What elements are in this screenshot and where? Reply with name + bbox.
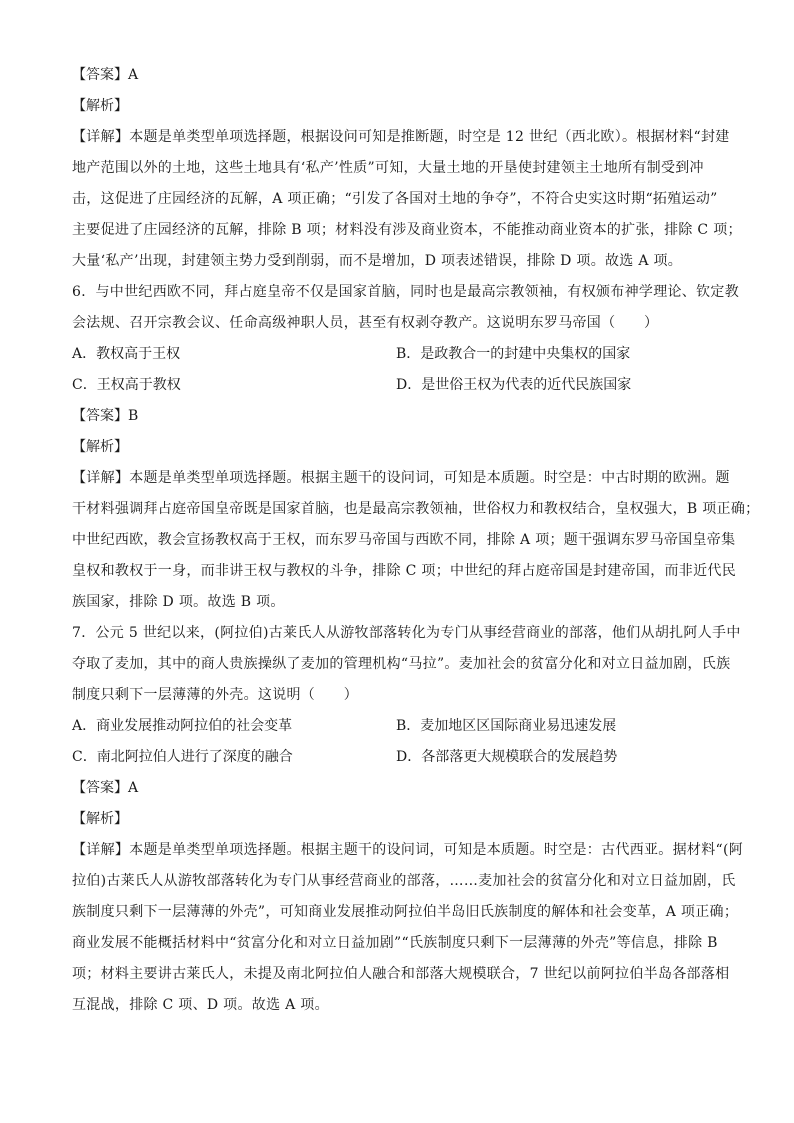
q7-options-row xyxy=(72,711,736,742)
document-page xyxy=(72,60,760,1021)
q6-analysis-label: 【解析】 xyxy=(72,439,128,455)
q7-detail-line: 商业发展不能概括材料中“贫富分化和对立日益加剧”“氏族制度只剩下一层薄薄的外壳”等信息，排除 B xyxy=(72,935,718,951)
q6-options-row xyxy=(72,339,736,370)
q6-detail-line: 【详解】本题是单类型单项选择题。根据主题干的设问词，可知是本质题。时空是：中古时期的欧洲。题 xyxy=(72,470,730,486)
q7-answer: 【答案】A xyxy=(72,780,139,796)
q5-analysis-label: 【解析】 xyxy=(72,98,128,114)
q5-detail-line: 【详解】本题是单类型单项选择题，根据设问可知是推断题，时空是 12 世纪（西北欧）。根据材料“封建 xyxy=(72,129,730,145)
q7-option-c: C．南北阿拉伯人进行了深度的融合 xyxy=(72,749,293,765)
q5-detail-line: 大量‘私产’出现，封建领主势力受到削弱，而不是增加，D 项表述错误，排除 D 项。故选 A 项。 xyxy=(72,253,683,269)
q7-options-row xyxy=(72,742,736,773)
q7-detail-line: 拉伯)古莱氏人从游牧部落转化为专门从事经营商业的部落，……麦加社会的贫富分化和对立日益加剧，氏 xyxy=(72,873,736,889)
q6-detail-line: 干材料强调拜占庭帝国皇帝既是国家首脑，也是最高宗教领袖，世俗权力和教权结合，皇权强大，B 项正确； xyxy=(72,501,760,517)
q7-stem-line: 夺取了麦加，其中的商人贵族操纵了麦加的管理机构“马拉”。麦加社会的贫富分化和对立日益加剧，氏族 xyxy=(72,656,731,672)
q7-detail-line: 互混战，排除 C 项、D 项。故选 A 项。 xyxy=(72,997,329,1013)
q6-answer: 【答案】B xyxy=(72,408,139,424)
q5-detail-line: 击，这促进了庄园经济的瓦解，A 项正确；“引发了各国对土地的争夺”，不符合史实这时期“拓殖运动” xyxy=(72,191,718,207)
q6-option-d: D．是世俗王权为代表的近代民族国家 xyxy=(396,377,632,393)
q7-stem-line: 7．公元 5 世纪以来，(阿拉伯)古莱氏人从游牧部落转化为专门从事经营商业的部落，他们从胡扎阿人手中 xyxy=(72,625,741,641)
q6-stem-line: 6．与中世纪西欧不同，拜占庭皇帝不仅是国家首脑，同时也是最高宗教领袖，有权颁布神学理论、钦定教 xyxy=(72,284,740,300)
q6-option-a: A．教权高于王权 xyxy=(72,346,181,362)
q7-option-a: A．商业发展推动阿拉伯的社会变革 xyxy=(72,718,293,734)
q7-detail-line: 【详解】本题是单类型单项选择题。根据主题干的设问词，可知是本质题。时空是：古代西亚。据材料“(阿 xyxy=(72,842,744,858)
q5-answer: 【答案】A xyxy=(72,67,139,83)
q6-options-row xyxy=(72,370,736,401)
q5-detail-line: 主要促进了庄园经济的瓦解，排除 B 项；材料没有涉及商业资本，不能推动商业资本的扩张，排除 C 项； xyxy=(72,222,742,238)
q6-stem-line: 会法规、召开宗教会议、任命高级神职人员，甚至有权剥夺教产。这说明东罗马帝国（ ） xyxy=(72,315,659,331)
q7-detail-line: 项；材料主要讲古莱氏人，未提及南北阿拉伯人融合和部落大规模联合，7 世纪以前阿拉伯半岛各部落相 xyxy=(72,966,730,982)
q7-analysis-label: 【解析】 xyxy=(72,811,128,827)
q6-detail-line: 族国家，排除 D 项。故选 B 项。 xyxy=(72,594,285,610)
q7-detail-line: 族制度只剩下一层薄薄的外壳”，可知商业发展推动阿拉伯半岛旧氏族制度的解体和社会变革，A 项正确； xyxy=(72,904,739,920)
q5-detail-line: 地产范围以外的土地，这些土地具有‘私产’性质”可知，大量土地的开垦使封建领主土地所有制受到冲 xyxy=(72,160,704,176)
q6-detail-line: 中世纪西欧，教会宣扬教权高于王权，而东罗马帝国与西欧不同，排除 A 项；题干强调东罗马帝国皇帝集 xyxy=(72,532,736,548)
q6-option-b: B．是政教合一的封建中央集权的国家 xyxy=(396,346,631,362)
q7-option-d: D．各部落更大规模联合的发展趋势 xyxy=(396,749,618,765)
q6-option-c: C．王权高于教权 xyxy=(72,377,181,393)
q7-option-b: B．麦加地区区国际商业易迅速发展 xyxy=(396,718,617,734)
q7-stem-line: 制度只剩下一层薄薄的外壳。这说明（ ） xyxy=(72,687,358,703)
q6-detail-line: 皇权和教权于一身，而非讲王权与教权的斗争，排除 C 项；中世纪的拜占庭帝国是封建帝国，而非近代民 xyxy=(72,563,737,579)
